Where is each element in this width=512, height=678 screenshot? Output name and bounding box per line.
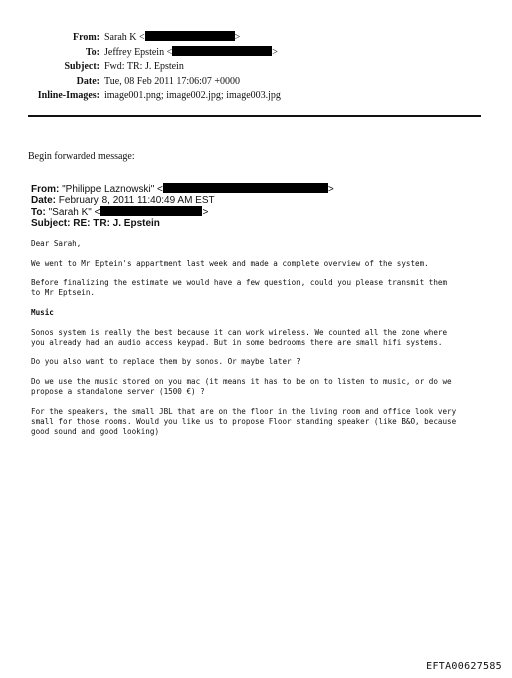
redaction-box — [163, 183, 328, 193]
fwd-to-row: To: "Sarah K" < > — [31, 207, 209, 218]
header-to-label: To: — [85, 46, 100, 58]
fwd-from-row: From: "Philippe Laznowski" < > — [31, 184, 334, 195]
header-to-value: Jeffrey Epstein < > — [104, 46, 278, 58]
header-subject-row — [0, 60, 512, 75]
redaction-box — [145, 31, 235, 41]
email-body — [31, 239, 481, 447]
header-divider — [28, 115, 481, 117]
paragraph-replace: Do you also want to replace them by sonos. Or maybe later ? — [31, 357, 301, 367]
header-from-row — [0, 31, 512, 46]
redaction-box — [100, 206, 202, 216]
header-date-row — [0, 75, 512, 90]
header-subject-label: Subject: — [64, 61, 100, 73]
paragraph-questions: Before finalizing the estimate we would have a few question, could you please transmit them to Mr Eptsein. — [31, 278, 448, 298]
greeting: Dear Sarah, — [31, 239, 82, 248]
fwd-subject-row: Subject: RE: TR: J. Epstein — [31, 217, 160, 229]
header-inline-images-label: Inline-Images: — [37, 90, 100, 102]
begin-forwarded-label: Begin forwarded message: — [28, 151, 135, 162]
header-to-row — [0, 46, 512, 61]
document-id: EFTA00627585 — [426, 661, 502, 672]
header-from-value: Sarah K < > — [104, 32, 241, 43]
forwarded-header — [31, 183, 334, 229]
section-heading-music: Music — [31, 307, 54, 317]
header-inline-images-value: image001.png; image002.jpg; image003.jpg — [104, 90, 281, 102]
header-date-value: Tue, 08 Feb 2011 17:06:07 +0000 — [104, 75, 241, 87]
paragraph-sonos: Sonos system is really the best because it can work wireless. We counted all the zone where you already had an audio access keypad. But in some bedrooms there are small hifi systems. — [31, 327, 448, 347]
email-header — [0, 31, 512, 104]
paragraph-speakers: For the speakers, the small JBL that are on the floor in the living room and office look very small for those rooms. Would you like us to propose Floor standing speaker (like B&O, because good sound and good looking) — [31, 406, 457, 437]
paragraph-overview: We went to Mr Eptein's appartment last week and made a complete overview of the system. — [31, 258, 429, 268]
fwd-date-row: Date: February 8, 2011 11:40:49 AM EST — [31, 194, 215, 206]
paragraph-server: Do we use the music stored on you mac (it means it has to be on to listen to music, or do we propose a standalone server (1500 €) ? — [31, 376, 452, 397]
header-subject-value: Fwd: TR: J. Epstein — [104, 61, 184, 73]
header-from-label: From: — [72, 32, 100, 43]
header-date-label: Date: — [76, 75, 100, 87]
header-inline-images-row — [0, 89, 512, 104]
redaction-box — [172, 46, 272, 56]
